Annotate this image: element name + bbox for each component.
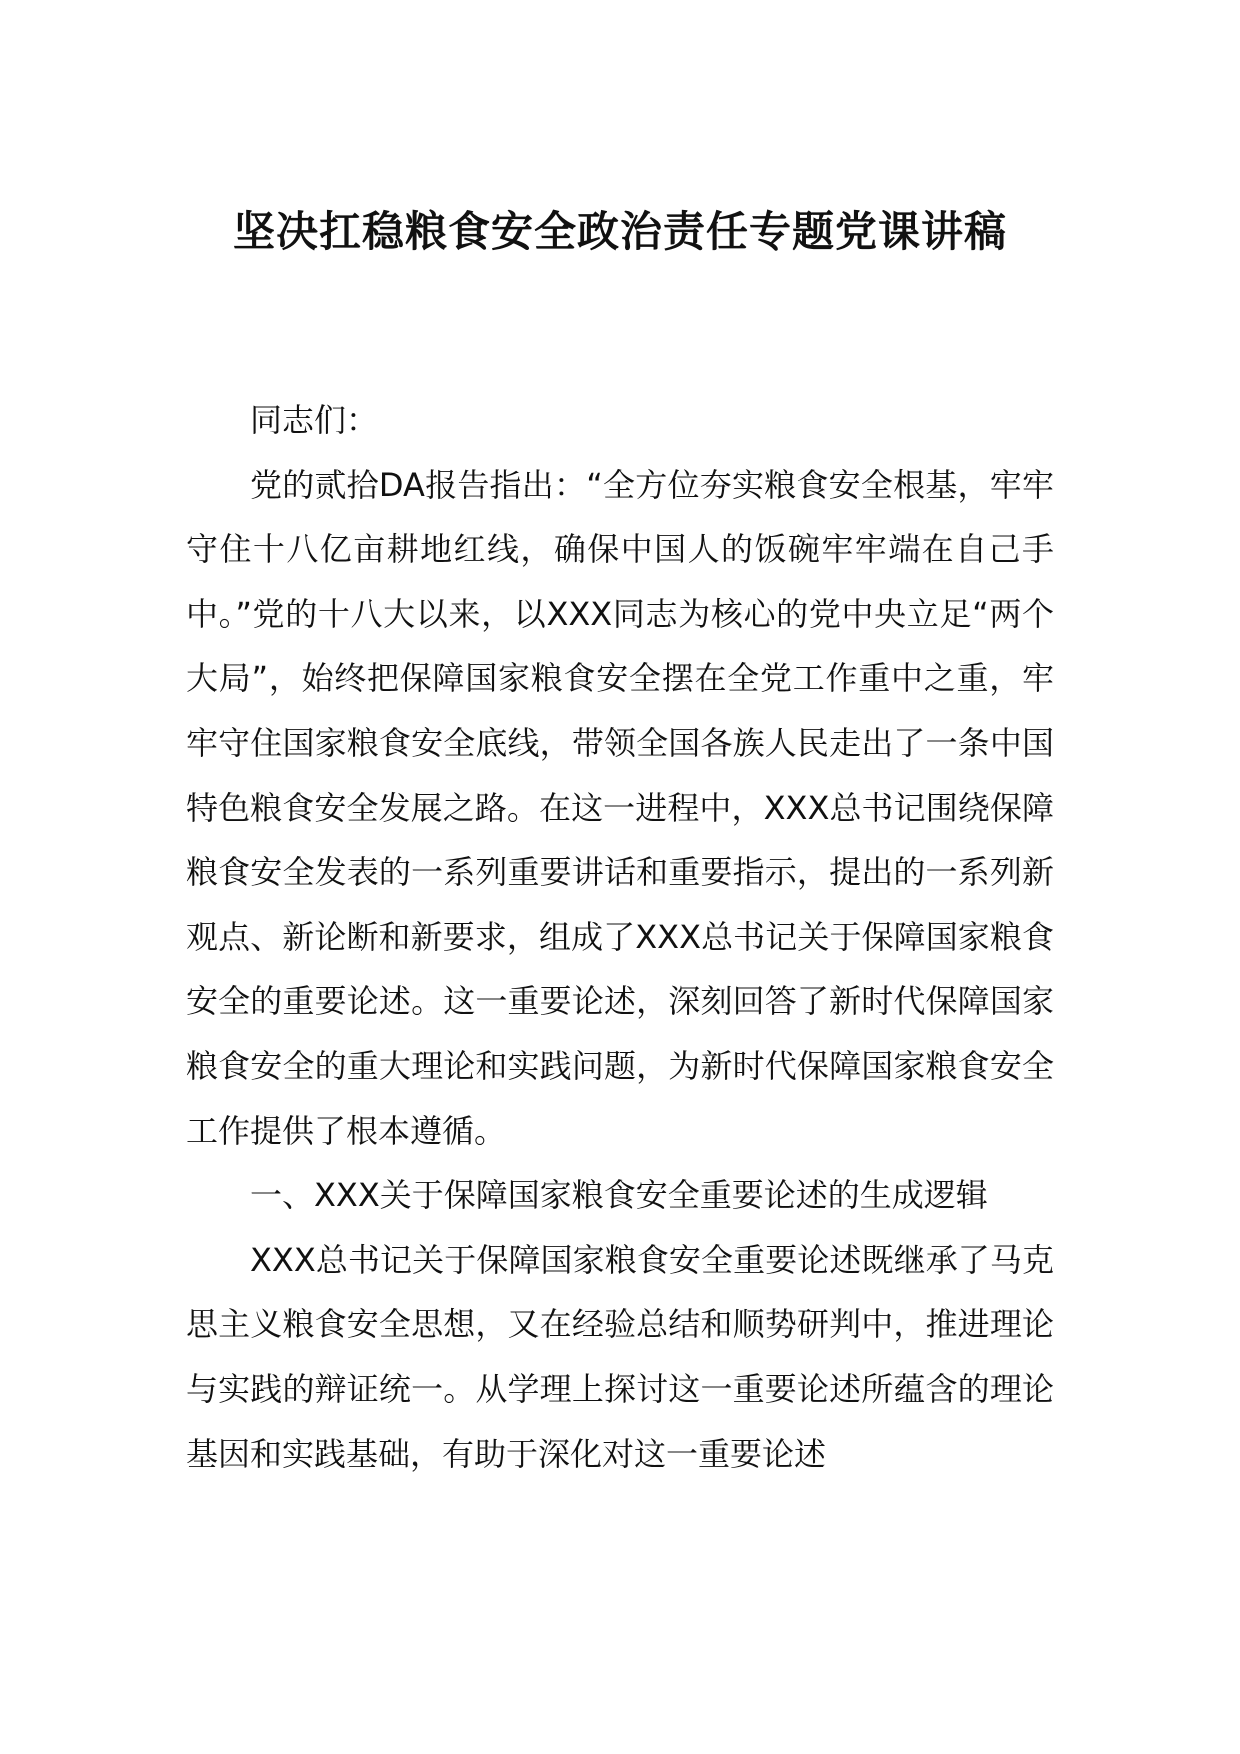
paragraph-intro: 党的贰拾DA报告指出：“全方位夯实粮食安全根基，牢牢守住十八亿亩耕地红线，确保中国人的饭碗牢牢端在自己手中。”党的十八大以来，以XXX同志为核心的党中央立足“两个大局”，始终把保障国家粮食安全摆在全党工作重中之重，牢牢守住国家粮食安全底线，带领全国各族人民走出了一条中国特色粮食安全发展之路。在这一进程中，XXX总书记围绕保障粮食安全发表的一系列重要讲话和重要指示，提出的一系列新观点、新论断和新要求，组成了XXX总书记关于保障国家粮食安全的重要论述。这一重要论述，深刻回答了新时代保障国家粮食安全的重大理论和实践问题，为新时代保障国家粮食安全工作提供了根本遵循。 <box>186 465 1054 1150</box>
paragraph-section-1: XXX总书记关于保障国家粮食安全重要论述既继承了马克思主义粮食安全思想，又在经验总结和顺势研判中，推进理论与实践的辩证统一。从学理上探讨这一重要论述所蕴含的理论基因和实践基础，有助于深化对这一重要论述 <box>186 1240 1054 1473</box>
document-body <box>186 388 1054 1486</box>
greeting: 同志们： <box>250 401 379 439</box>
section-heading-1: 一、XXX关于保障国家粮食安全重要论述的生成逻辑 <box>250 1176 988 1215</box>
document-title: 坚决扛稳粮食安全政治责任专题党课讲稿 <box>232 207 1007 256</box>
